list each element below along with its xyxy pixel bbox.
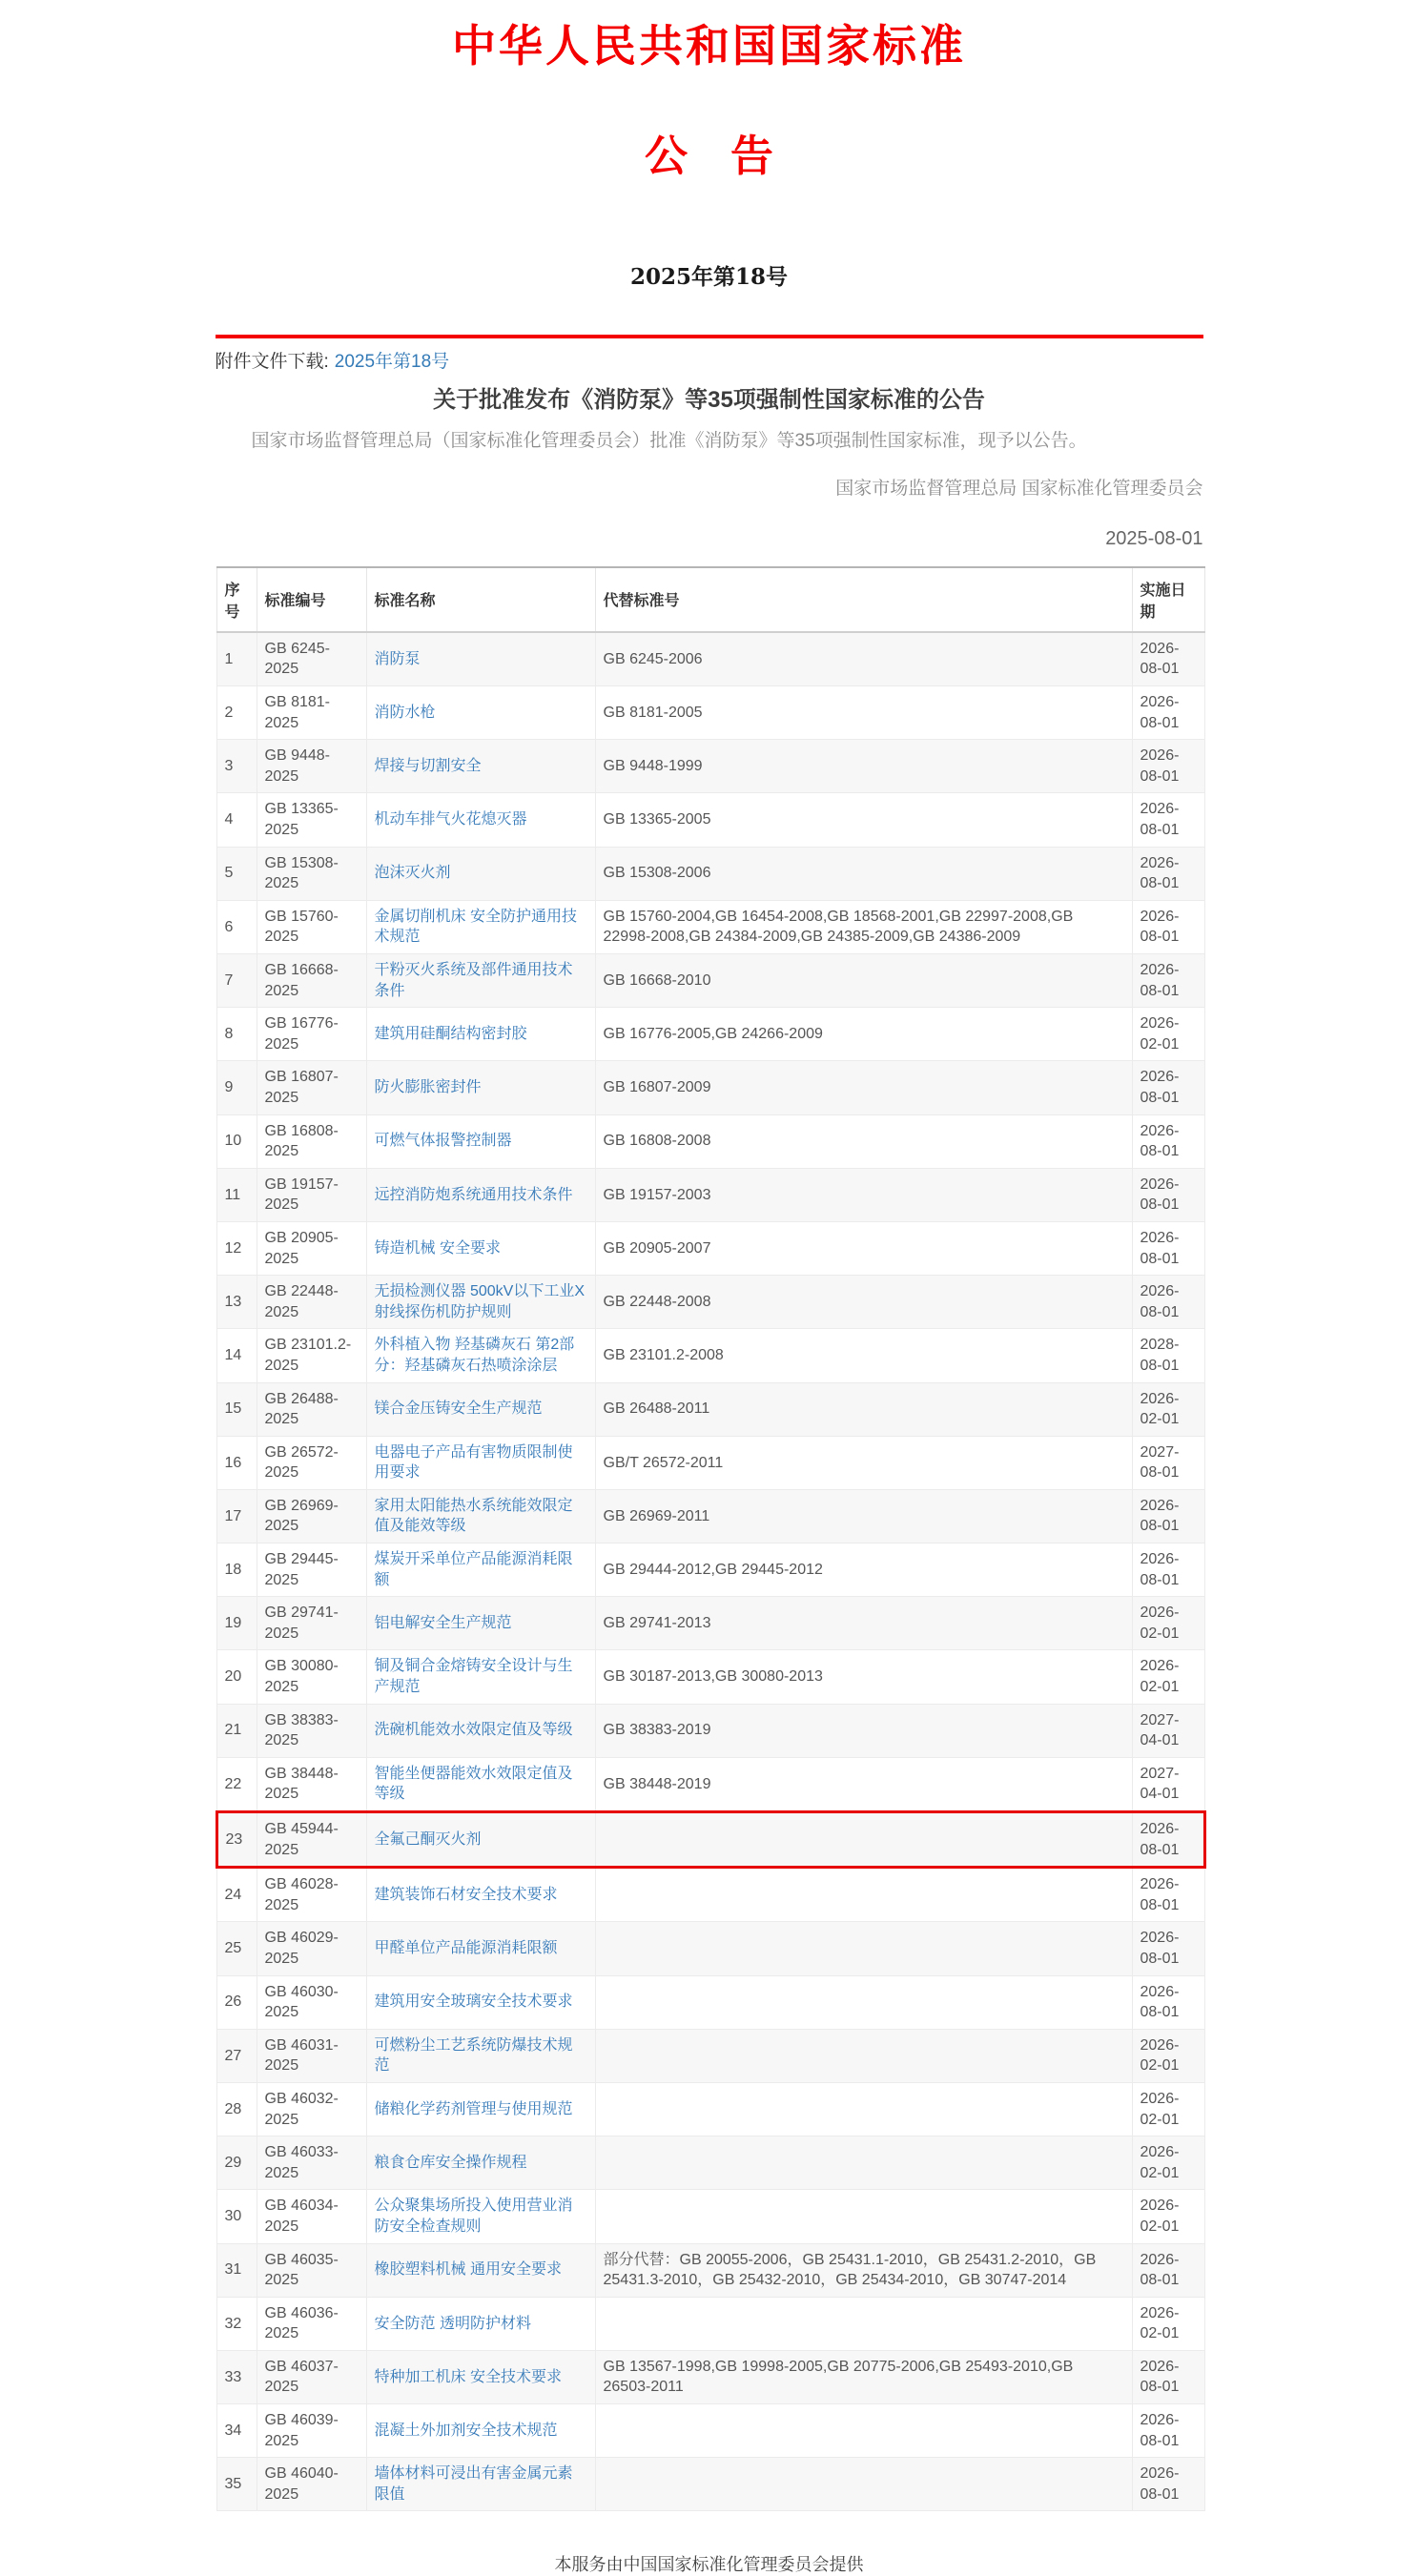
standard-name-link[interactable]: 电器电子产品有害物质限制使用要求 xyxy=(374,1443,573,1482)
standard-name-link[interactable]: 家用太阳能热水系统能效限定值及能效等级 xyxy=(374,1497,573,1535)
date-cell: 2026-08-01 xyxy=(1132,632,1204,686)
replaced-cell xyxy=(595,2458,1132,2511)
code-cell: GB 46034-2025 xyxy=(257,2190,366,2243)
seq-cell: 25 xyxy=(216,1922,257,1975)
table-row xyxy=(216,1975,1204,2029)
name-cell xyxy=(366,1922,595,1975)
replaced-cell: GB 13365-2005 xyxy=(595,793,1132,847)
name-cell xyxy=(366,1868,595,1922)
seq-cell: 30 xyxy=(216,2190,257,2243)
seq-cell: 9 xyxy=(216,1061,257,1114)
seq-cell: 22 xyxy=(216,1757,257,1811)
name-cell xyxy=(366,1168,595,1221)
replaced-cell xyxy=(595,2404,1132,2458)
date-cell: 2026-02-01 xyxy=(1132,1597,1204,1650)
table-row xyxy=(216,2029,1204,2082)
seq-cell: 1 xyxy=(216,632,257,686)
name-cell xyxy=(366,1008,595,1061)
footer-note: 本服务由中国国家标准化管理委员会提供 xyxy=(554,2555,864,2575)
attachment-download-link[interactable]: 2025年第18号 xyxy=(334,351,450,372)
notice-title: 关于批准发布《消防泵》等35项强制性国家标准的公告 xyxy=(433,386,985,413)
table-row xyxy=(216,1597,1204,1650)
seq-cell: 28 xyxy=(216,2082,257,2136)
table-row xyxy=(216,1704,1204,1757)
code-cell: GB 46031-2025 xyxy=(257,2029,366,2082)
seq-cell: 31 xyxy=(216,2243,257,2297)
table-row xyxy=(216,2297,1204,2350)
name-cell xyxy=(366,847,595,900)
seq-cell: 6 xyxy=(216,900,257,953)
date-cell: 2026-02-01 xyxy=(1132,2029,1204,2082)
page-content xyxy=(216,0,1203,2576)
standard-name-link[interactable]: 可燃粉尘工艺系统防爆技术规范 xyxy=(374,2036,573,2075)
date-cell: 2026-02-01 xyxy=(1132,1382,1204,1436)
code-cell: GB 16808-2025 xyxy=(257,1114,366,1168)
table-row xyxy=(216,2082,1204,2136)
name-cell xyxy=(366,2190,595,2243)
replaced-cell: GB 20905-2007 xyxy=(595,1221,1132,1275)
code-cell: GB 46032-2025 xyxy=(257,2082,366,2136)
replaced-cell: GB 16808-2008 xyxy=(595,1114,1132,1168)
table-row xyxy=(216,793,1204,847)
replaced-cell: GB/T 26572-2011 xyxy=(595,1436,1132,1489)
standard-name-link[interactable]: 公众聚集场所投入使用营业消防安全检查规则 xyxy=(374,2198,573,2235)
date-cell: 2026-08-01 xyxy=(1132,2243,1204,2297)
column-header: 标准编号 xyxy=(257,567,366,632)
seq-cell: 23 xyxy=(216,1812,257,1868)
standard-name-link[interactable]: 储粮化学药剂管理与使用规范 xyxy=(374,2100,573,2117)
table-row xyxy=(216,2404,1204,2458)
name-cell xyxy=(366,2136,595,2190)
replaced-cell xyxy=(595,1922,1132,1975)
replaced-cell: GB 19157-2003 xyxy=(595,1168,1132,1221)
standard-name-link[interactable]: 建筑装饰石材安全技术要求 xyxy=(374,1887,558,1903)
replaced-cell: GB 16776-2005,GB 24266-2009 xyxy=(595,1008,1132,1061)
seq-cell: 12 xyxy=(216,1221,257,1275)
red-divider xyxy=(216,335,1203,338)
code-cell: GB 13365-2025 xyxy=(257,793,366,847)
table-row xyxy=(216,1276,1204,1329)
replaced-cell xyxy=(595,2190,1132,2243)
replaced-cell xyxy=(595,2082,1132,2136)
code-cell: GB 46028-2025 xyxy=(257,1868,366,1922)
replaced-cell: GB 15308-2006 xyxy=(595,847,1132,900)
column-header: 序号 xyxy=(216,567,257,632)
table-row xyxy=(216,1382,1204,1436)
standard-name-link[interactable]: 可燃气体报警控制器 xyxy=(374,1133,512,1150)
table-row xyxy=(216,847,1204,900)
name-cell xyxy=(366,793,595,847)
name-cell xyxy=(366,1382,595,1436)
seq-cell: 24 xyxy=(216,1868,257,1922)
standard-name-link[interactable]: 全氟己酮灭火剂 xyxy=(374,1830,482,1848)
code-cell: GB 29741-2025 xyxy=(257,1597,366,1650)
issue-number: 2025年第18号 xyxy=(629,263,789,290)
table-row xyxy=(216,2243,1204,2297)
table-row xyxy=(216,1221,1204,1275)
table-row xyxy=(216,1922,1204,1975)
code-cell: GB 26969-2025 xyxy=(257,1489,366,1543)
seq-cell: 10 xyxy=(216,1114,257,1168)
date-cell: 2026-02-01 xyxy=(1132,1650,1204,1704)
date-cell: 2026-08-01 xyxy=(1132,954,1204,1008)
date-cell: 2026-08-01 xyxy=(1132,793,1204,847)
standard-name-link[interactable]: 焊接与切割安全 xyxy=(374,758,482,775)
table-row xyxy=(216,1489,1204,1543)
table-row xyxy=(216,2136,1204,2190)
standard-name-link[interactable]: 外科植入物 羟基磷灰石 第2部分：羟基磷灰石热喷涂涂层 xyxy=(374,1337,575,1374)
replaced-cell xyxy=(595,2297,1132,2350)
date-cell: 2026-08-01 xyxy=(1132,1489,1204,1543)
name-cell xyxy=(366,1329,595,1382)
name-cell xyxy=(366,1757,595,1811)
table-row xyxy=(216,1008,1204,1061)
table-row xyxy=(216,1544,1204,1597)
code-cell: GB 30080-2025 xyxy=(257,1650,366,1704)
code-cell: GB 46035-2025 xyxy=(257,2243,366,2297)
replaced-cell: GB 22448-2008 xyxy=(595,1276,1132,1329)
standard-name-link[interactable]: 泡沫灭火剂 xyxy=(374,865,451,882)
name-cell xyxy=(366,2404,595,2458)
date-cell: 2027-04-01 xyxy=(1132,1704,1204,1757)
table-row xyxy=(216,1114,1204,1168)
replaced-cell: GB 15760-2004,GB 16454-2008,GB 18568-2001,GB 22997-2008,GB 22998-2008,GB 24384-2009,GB 24385-2009,GB 24386-2009 xyxy=(595,900,1132,953)
seq-cell: 4 xyxy=(216,793,257,847)
code-cell: GB 46037-2025 xyxy=(257,2350,366,2403)
name-cell xyxy=(366,632,595,686)
date-cell: 2026-02-01 xyxy=(1132,2082,1204,2136)
standard-name-link[interactable]: 橡胶塑料机械 通用安全要求 xyxy=(374,2261,562,2279)
seq-cell: 29 xyxy=(216,2136,257,2190)
signature-date: 2025-08-01 xyxy=(1105,527,1203,549)
seq-cell: 7 xyxy=(216,954,257,1008)
code-cell: GB 20905-2025 xyxy=(257,1221,366,1275)
name-cell xyxy=(366,1276,595,1329)
replaced-cell: GB 29444-2012,GB 29445-2012 xyxy=(595,1544,1132,1597)
code-cell: GB 45944-2025 xyxy=(257,1812,366,1868)
seq-cell: 5 xyxy=(216,847,257,900)
name-cell xyxy=(366,2350,595,2403)
standards-table xyxy=(216,566,1206,2512)
table-row xyxy=(216,1061,1204,1114)
code-cell: GB 9448-2025 xyxy=(257,740,366,793)
attachment-label: 附件文件下载: xyxy=(215,351,329,372)
table-row xyxy=(216,954,1204,1008)
replaced-cell xyxy=(595,2136,1132,2190)
name-cell xyxy=(366,1650,595,1704)
name-cell xyxy=(366,1704,595,1757)
table-row xyxy=(216,2350,1204,2403)
replaced-cell: GB 30187-2013,GB 30080-2013 xyxy=(595,1650,1132,1704)
replaced-cell xyxy=(595,1975,1132,2029)
table-row xyxy=(216,2190,1204,2243)
name-cell xyxy=(366,1597,595,1650)
name-cell xyxy=(366,1114,595,1168)
standard-name-link[interactable]: 智能坐便器能效水效限定值及等级 xyxy=(374,1765,573,1803)
name-cell xyxy=(366,686,595,740)
date-cell: 2026-08-01 xyxy=(1132,1975,1204,2029)
date-cell: 2026-08-01 xyxy=(1132,1544,1204,1597)
date-cell: 2026-08-01 xyxy=(1132,686,1204,740)
name-cell xyxy=(366,2243,595,2297)
code-cell: GB 19157-2025 xyxy=(257,1168,366,1221)
code-cell: GB 8181-2025 xyxy=(257,686,366,740)
standard-name-link[interactable]: 干粉灭火系统及部件通用技术条件 xyxy=(374,962,573,999)
table-row xyxy=(216,1436,1204,1489)
date-cell: 2026-08-01 xyxy=(1132,2458,1204,2511)
table-row xyxy=(216,2458,1204,2511)
seq-cell: 21 xyxy=(216,1704,257,1757)
column-header: 代替标准号 xyxy=(595,567,1132,632)
table-row xyxy=(216,1650,1204,1704)
code-cell: GB 15760-2025 xyxy=(257,900,366,953)
replaced-cell: GB 38448-2019 xyxy=(595,1757,1132,1811)
table-row xyxy=(216,900,1204,953)
date-cell: 2026-02-01 xyxy=(1132,2136,1204,2190)
name-cell xyxy=(366,1544,595,1597)
standard-name-link[interactable]: 洗碗机能效水效限定值及等级 xyxy=(374,1722,573,1739)
seq-cell: 32 xyxy=(216,2297,257,2350)
standards-table-body xyxy=(216,632,1204,2511)
code-cell: GB 29445-2025 xyxy=(257,1544,366,1597)
name-cell xyxy=(366,1061,595,1114)
replaced-cell: GB 29741-2013 xyxy=(595,1597,1132,1650)
date-cell: 2027-08-01 xyxy=(1132,1436,1204,1489)
code-cell: GB 16668-2025 xyxy=(257,954,366,1008)
signature-line: 国家市场监督管理总局 国家标准化管理委员会 xyxy=(835,478,1203,499)
name-cell xyxy=(366,1489,595,1543)
seq-cell: 2 xyxy=(216,686,257,740)
date-cell: 2026-08-01 xyxy=(1132,1276,1204,1329)
name-cell xyxy=(366,2029,595,2082)
date-cell: 2026-02-01 xyxy=(1132,2297,1204,2350)
name-cell xyxy=(366,2082,595,2136)
seq-cell: 15 xyxy=(216,1382,257,1436)
date-cell: 2026-08-01 xyxy=(1132,1061,1204,1114)
replaced-cell: GB 13567-1998,GB 19998-2005,GB 20775-2006,GB 25493-2010,GB 26503-2011 xyxy=(595,2350,1132,2403)
table-row xyxy=(216,1329,1204,1382)
standard-name-link[interactable]: 建筑用硅酮结构密封胶 xyxy=(374,1026,527,1042)
code-cell: GB 46039-2025 xyxy=(257,2404,366,2458)
page-title: 中华人民共和国国家标准 xyxy=(452,20,966,72)
code-cell: GB 26488-2025 xyxy=(257,1382,366,1436)
seq-cell: 27 xyxy=(216,2029,257,2082)
code-cell: GB 16776-2025 xyxy=(257,1008,366,1061)
seq-cell: 17 xyxy=(216,1489,257,1543)
table-row xyxy=(216,1757,1204,1811)
replaced-cell: GB 9448-1999 xyxy=(595,740,1132,793)
standard-name-link[interactable]: 消防水枪 xyxy=(374,704,436,721)
standard-name-link[interactable]: 消防泵 xyxy=(374,650,421,667)
table-row xyxy=(216,632,1204,686)
standard-name-link[interactable]: 甲醛单位产品能源消耗限额 xyxy=(374,1940,558,1957)
name-cell xyxy=(366,1812,595,1868)
page-subtitle: 公 告 xyxy=(644,130,773,181)
date-cell: 2026-08-01 xyxy=(1132,2350,1204,2403)
replaced-cell: GB 23101.2-2008 xyxy=(595,1329,1132,1382)
standard-name-link[interactable]: 混凝土外加剂安全技术规范 xyxy=(374,2422,558,2439)
standard-name-link[interactable]: 铸造机械 安全要求 xyxy=(374,1239,501,1257)
code-cell: GB 46033-2025 xyxy=(257,2136,366,2190)
seq-cell: 34 xyxy=(216,2404,257,2458)
replaced-cell: GB 38383-2019 xyxy=(595,1704,1132,1757)
date-cell: 2026-08-01 xyxy=(1132,1922,1204,1975)
seq-cell: 11 xyxy=(216,1168,257,1221)
seq-cell: 26 xyxy=(216,1975,257,2029)
table-row xyxy=(216,1168,1204,1221)
replaced-cell xyxy=(595,1812,1132,1868)
code-cell: GB 38383-2025 xyxy=(257,1704,366,1757)
name-cell xyxy=(366,1436,595,1489)
code-cell: GB 46036-2025 xyxy=(257,2297,366,2350)
date-cell: 2026-08-01 xyxy=(1132,1812,1204,1868)
replaced-cell: GB 16668-2010 xyxy=(595,954,1132,1008)
table-row xyxy=(216,1812,1204,1868)
name-cell xyxy=(366,2458,595,2511)
replaced-cell: GB 26488-2011 xyxy=(595,1382,1132,1436)
date-cell: 2027-04-01 xyxy=(1132,1757,1204,1811)
standard-name-link[interactable]: 安全防范 透明防护材料 xyxy=(374,2315,531,2332)
replaced-cell: GB 26969-2011 xyxy=(595,1489,1132,1543)
column-header: 实施日期 xyxy=(1132,567,1204,632)
date-cell: 2026-08-01 xyxy=(1132,1221,1204,1275)
attachment-row xyxy=(216,349,1203,376)
code-cell: GB 38448-2025 xyxy=(257,1757,366,1811)
date-cell: 2026-08-01 xyxy=(1132,900,1204,953)
date-cell: 2026-08-01 xyxy=(1132,740,1204,793)
name-cell xyxy=(366,1221,595,1275)
date-cell: 2026-02-01 xyxy=(1132,1008,1204,1061)
seq-cell: 14 xyxy=(216,1329,257,1382)
table-row xyxy=(216,1868,1204,1922)
standard-name-link[interactable]: 粮食仓库安全操作规程 xyxy=(374,2154,527,2171)
seq-cell: 20 xyxy=(216,1650,257,1704)
name-cell xyxy=(366,740,595,793)
standard-name-link[interactable]: 特种加工机床 安全技术要求 xyxy=(374,2368,562,2385)
seq-cell: 18 xyxy=(216,1544,257,1597)
standard-name-link[interactable]: 铝电解安全生产规范 xyxy=(374,1615,512,1632)
name-cell xyxy=(366,954,595,1008)
standard-name-link[interactable]: 建筑用安全玻璃安全技术要求 xyxy=(374,1993,573,2011)
standard-name-link[interactable]: 防火膨胀密封件 xyxy=(374,1079,482,1096)
date-cell: 2026-08-01 xyxy=(1132,847,1204,900)
date-cell: 2026-08-01 xyxy=(1132,1168,1204,1221)
standard-name-link[interactable]: 墙体材料可浸出有害金属元素限值 xyxy=(374,2465,573,2503)
seq-cell: 19 xyxy=(216,1597,257,1650)
code-cell: GB 6245-2025 xyxy=(257,632,366,686)
seq-cell: 13 xyxy=(216,1276,257,1329)
standard-name-link[interactable]: 无损检测仪器 500kV以下工业X射线探伤机防护规则 xyxy=(374,1283,585,1320)
replaced-cell: 部分代替：GB 20055-2006，GB 25431.1-2010，GB 25431.2-2010，GB 25431.3-2010，GB 25432-2010，GB 25434-2010，GB 30747-2014 xyxy=(595,2243,1132,2297)
table-row xyxy=(216,686,1204,740)
standard-name-link[interactable]: 金属切削机床 安全防护通用技术规范 xyxy=(374,908,577,946)
standard-name-link[interactable]: 远控消防炮系统通用技术条件 xyxy=(374,1186,573,1203)
date-cell: 2026-08-01 xyxy=(1132,1868,1204,1922)
code-cell: GB 46029-2025 xyxy=(257,1922,366,1975)
seq-cell: 35 xyxy=(216,2458,257,2511)
date-cell: 2026-08-01 xyxy=(1132,2404,1204,2458)
replaced-cell: GB 16807-2009 xyxy=(595,1061,1132,1114)
standard-name-link[interactable]: 铜及铜合金熔铸安全设计与生产规范 xyxy=(374,1658,573,1696)
code-cell: GB 26572-2025 xyxy=(257,1436,366,1489)
name-cell xyxy=(366,1975,595,2029)
seq-cell: 8 xyxy=(216,1008,257,1061)
seq-cell: 16 xyxy=(216,1436,257,1489)
replaced-cell: GB 6245-2006 xyxy=(595,632,1132,686)
replaced-cell: GB 8181-2005 xyxy=(595,686,1132,740)
name-cell xyxy=(366,2297,595,2350)
table-row xyxy=(216,740,1204,793)
notice-body: 国家市场监督管理总局（国家标准化管理委员会）批准《消防泵》等35项强制性国家标准，现予以公告。 xyxy=(251,430,1087,451)
standard-name-link[interactable]: 煤炭开采单位产品能源消耗限额 xyxy=(374,1551,573,1588)
replaced-cell xyxy=(595,2029,1132,2082)
date-cell: 2026-02-01 xyxy=(1132,2190,1204,2243)
date-cell: 2026-08-01 xyxy=(1132,1114,1204,1168)
code-cell: GB 23101.2-2025 xyxy=(257,1329,366,1382)
table-header-row xyxy=(216,567,1204,632)
seq-cell: 3 xyxy=(216,740,257,793)
code-cell: GB 16807-2025 xyxy=(257,1061,366,1114)
column-header: 标准名称 xyxy=(366,567,595,632)
name-cell xyxy=(366,900,595,953)
code-cell: GB 46030-2025 xyxy=(257,1975,366,2029)
standard-name-link[interactable]: 镁合金压铸安全生产规范 xyxy=(374,1400,543,1418)
code-cell: GB 22448-2025 xyxy=(257,1276,366,1329)
code-cell: GB 46040-2025 xyxy=(257,2458,366,2511)
standard-name-link[interactable]: 机动车排气火花熄灭器 xyxy=(374,811,527,828)
date-cell: 2028-08-01 xyxy=(1132,1329,1204,1382)
code-cell: GB 15308-2025 xyxy=(257,847,366,900)
seq-cell: 33 xyxy=(216,2350,257,2403)
replaced-cell xyxy=(595,1868,1132,1922)
